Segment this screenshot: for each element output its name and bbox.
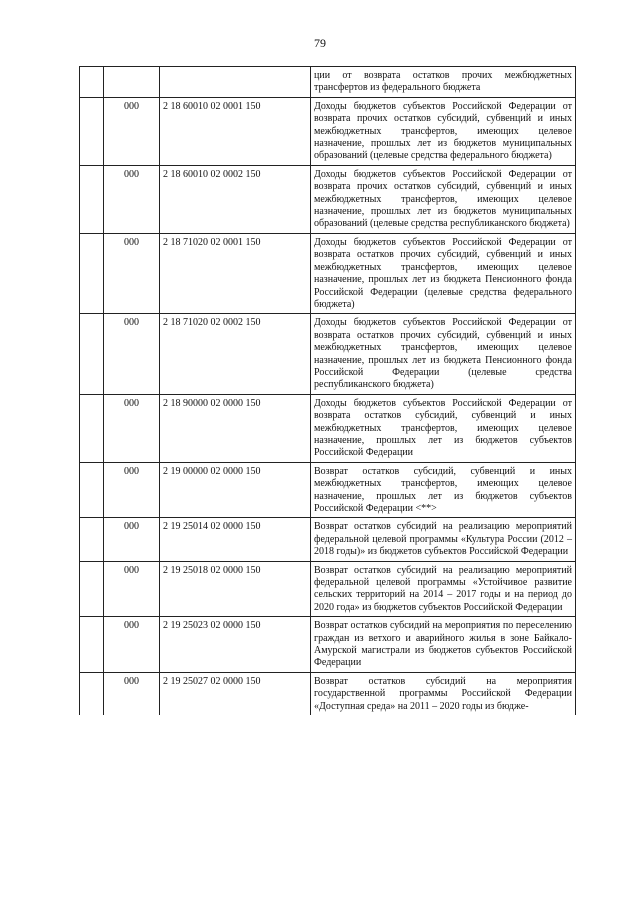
table-cell-empty <box>80 97 104 165</box>
table-cell-empty <box>160 67 311 98</box>
table-row <box>80 233 576 313</box>
admin-code-cell: 000 <box>104 518 160 561</box>
table-cell-empty <box>80 67 104 98</box>
page-number: 79 <box>314 36 326 50</box>
budget-code-cell: 2 19 25018 02 0000 150 <box>160 561 311 617</box>
admin-code-cell: 000 <box>104 394 160 462</box>
table-row <box>80 672 576 715</box>
description-cell: Доходы бюджетов субъектов Российской Федерации от возврата остатков прочих субсидий, субвенций и иных межбюджетных трансфертов, имеющих целевое назначение, прошлых лет из бюджета Пенсионного фонда Российской Федерации (целевые средства республиканского бюджета) <box>311 314 576 394</box>
admin-code-cell: 000 <box>104 561 160 617</box>
budget-code-cell: 2 18 71020 02 0001 150 <box>160 233 311 313</box>
table-row <box>80 561 576 617</box>
table-row <box>80 617 576 673</box>
budget-code-cell: 2 18 71020 02 0002 150 <box>160 314 311 394</box>
table-cell-empty <box>80 165 104 233</box>
description-cell: Доходы бюджетов субъектов Российской Федерации от возврата прочих остатков субсидий, субвенций и иных межбюджетных трансфертов, имеющих целевое назначение, прошлых лет из бюджетов муниципальных образований (целевые средства республиканского бюджета) <box>311 165 576 233</box>
description-cell: Доходы бюджетов субъектов Российской Федерации от возврата остатков субсидий, субвенций и иных межбюджетных трансфертов, имеющих целевое назначение, прошлых лет из бюджетов субъектов Российской Федерации <box>311 394 576 462</box>
admin-code-cell: 000 <box>104 233 160 313</box>
table-cell-empty <box>80 561 104 617</box>
table-cell-empty <box>80 394 104 462</box>
admin-code-cell: 000 <box>104 165 160 233</box>
table-cell-empty <box>80 314 104 394</box>
continuation-text: ции от возврата остатков прочих межбюджетных трансфертов из федерального бюджета <box>311 67 576 98</box>
description-cell: Доходы бюджетов субъектов Российской Федерации от возврата остатков прочих субсидий, субвенций и иных межбюджетных трансфертов, имеющих целевое назначение, прошлых лет из бюджета Пенсионного фонда Российской Федерации (целевые средства федерального бюджета) <box>311 233 576 313</box>
admin-code-cell: 000 <box>104 97 160 165</box>
admin-code-cell: 000 <box>104 462 160 518</box>
table-cell-empty <box>80 462 104 518</box>
table-cell-empty <box>80 233 104 313</box>
admin-code-cell: 000 <box>104 672 160 715</box>
table-cell-empty <box>80 518 104 561</box>
admin-code-cell: 000 <box>104 617 160 673</box>
table-cell-empty <box>80 617 104 673</box>
table-row <box>80 518 576 561</box>
description-cell: Возврат остатков субсидий на мероприятия по переселению граждан из ветхого и аварийного жилья в зоне Байкало-Амурской магистрали из бюджетов субъектов Российской Федерации <box>311 617 576 673</box>
table-row <box>80 462 576 518</box>
table-row <box>80 314 576 394</box>
description-cell: Возврат остатков субсидий на реализацию мероприятий федеральной целевой программы «Устойчивое развитие сельских территорий на 2014 – 2017 годы и на период до 2020 года» из бюджетов субъектов Российской Федерации <box>311 561 576 617</box>
admin-code-cell: 000 <box>104 314 160 394</box>
budget-classification-table <box>79 66 576 715</box>
budget-code-cell: 2 19 25023 02 0000 150 <box>160 617 311 673</box>
table-cell-empty <box>80 672 104 715</box>
description-cell: Возврат остатков субсидий, субвенций и иных межбюджетных трансфертов, имеющих целевое назначение, прошлых лет из бюджетов субъектов Российской Федерации <**> <box>311 462 576 518</box>
budget-code-cell: 2 18 60010 02 0001 150 <box>160 97 311 165</box>
table-row <box>80 165 576 233</box>
budget-code-cell: 2 19 25027 02 0000 150 <box>160 672 311 715</box>
table-row <box>80 394 576 462</box>
budget-code-cell: 2 18 90000 02 0000 150 <box>160 394 311 462</box>
budget-code-cell: 2 19 00000 02 0000 150 <box>160 462 311 518</box>
table-cell-empty <box>104 67 160 98</box>
table-row-continuation <box>80 67 576 98</box>
budget-code-cell: 2 19 25014 02 0000 150 <box>160 518 311 561</box>
description-cell: Возврат остатков субсидий на мероприятия государственной программы Российской Федерации «Доступная среда» на 2011 – 2020 годы из бюдже- <box>311 672 576 715</box>
table-row <box>80 97 576 165</box>
description-cell: Доходы бюджетов субъектов Российской Федерации от возврата прочих остатков субсидий, субвенций и иных межбюджетных трансфертов, имеющих целевое назначение, прошлых лет из бюджетов муниципальных образований (целевые средства федерального бюджета) <box>311 97 576 165</box>
budget-code-cell: 2 18 60010 02 0002 150 <box>160 165 311 233</box>
description-cell: Возврат остатков субсидий на реализацию мероприятий федеральной целевой программы «Культура России (2012 – 2018 годы)» из бюджетов субъектов Российской Федерации <box>311 518 576 561</box>
